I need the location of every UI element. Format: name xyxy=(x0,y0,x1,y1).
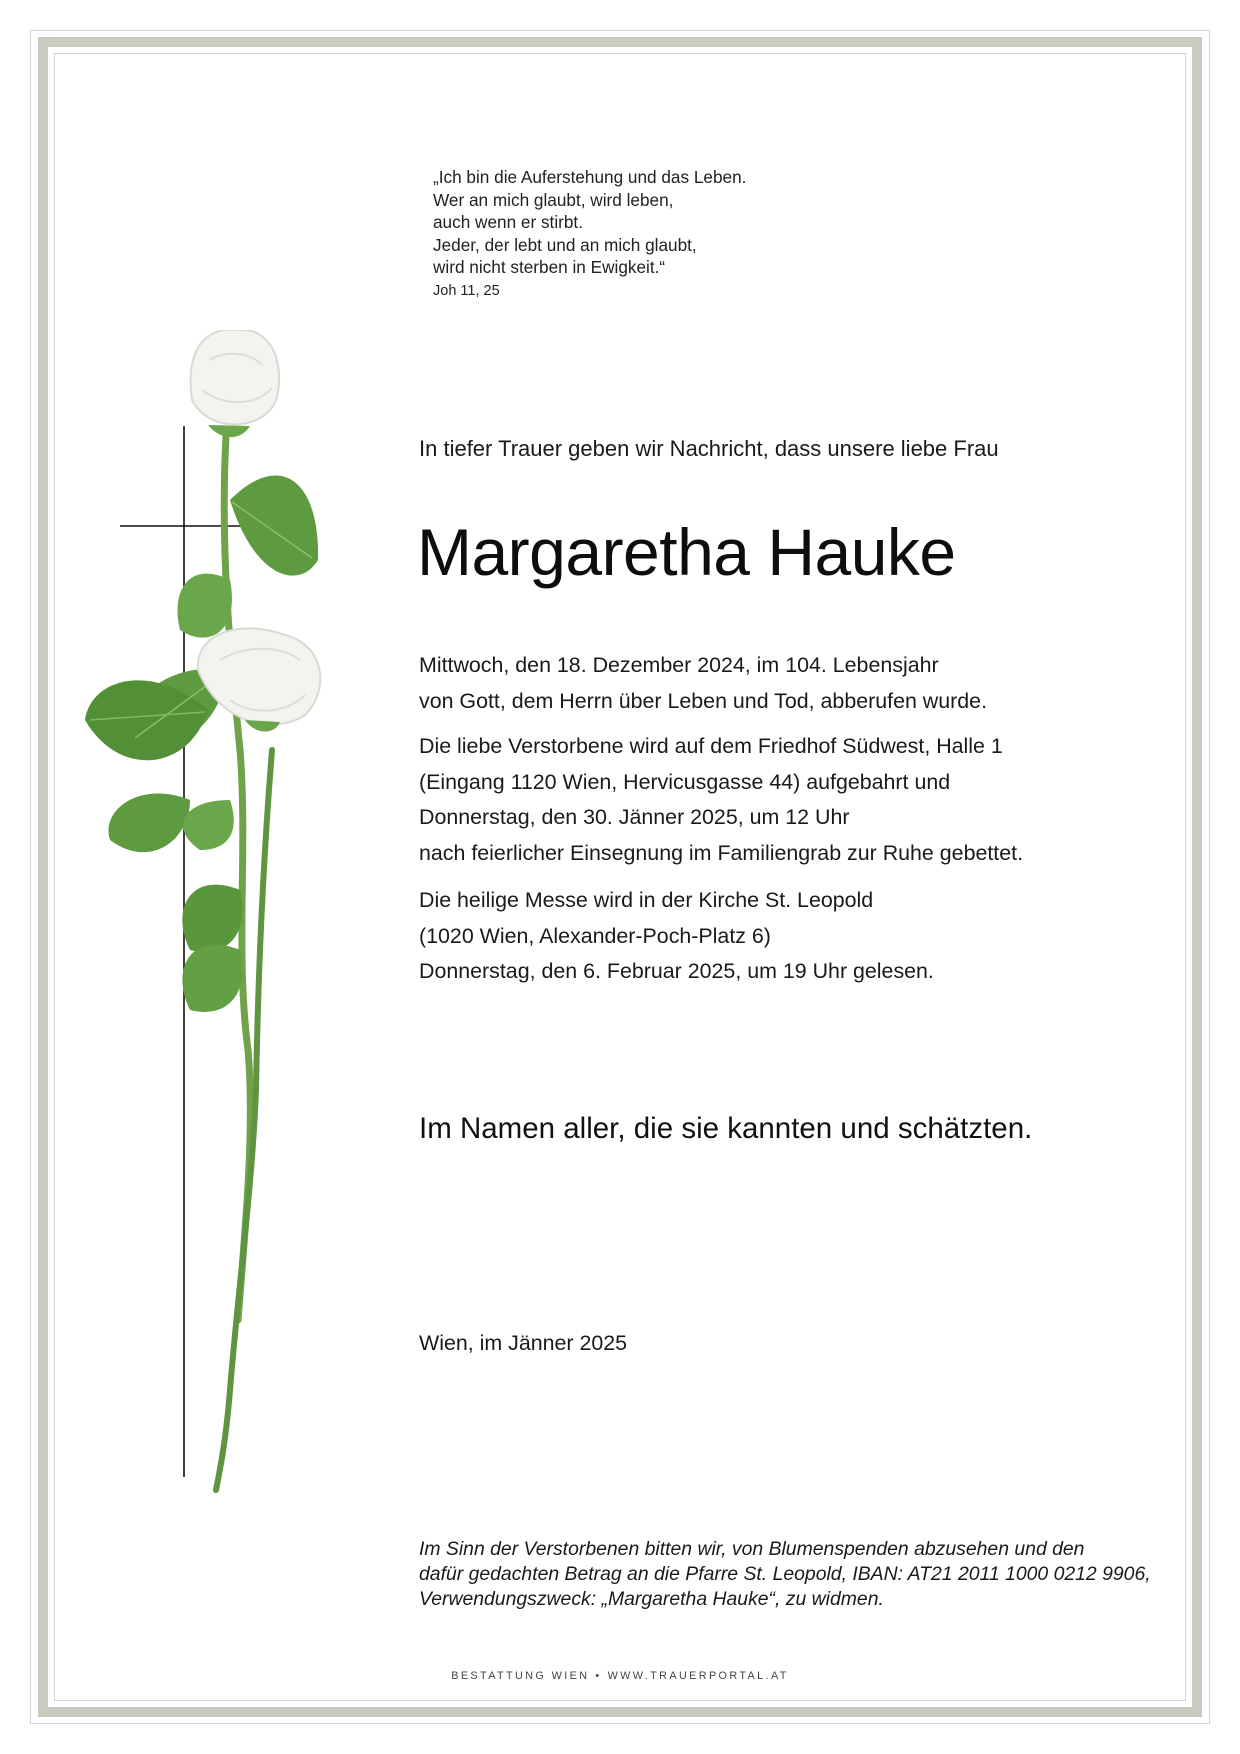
quote-line: Wer an mich glaubt, wird leben, xyxy=(433,189,674,210)
mass-paragraph xyxy=(419,883,934,990)
donation-line: dafür gedachten Betrag an die Pfarre St. Leopold, IBAN: AT21 2011 1000 0212 9906, xyxy=(419,1563,1151,1585)
footer-separator: • xyxy=(595,1670,602,1682)
paragraph-line: (Eingang 1120 Wien, Hervicusgasse 44) aufgebahrt und xyxy=(419,769,951,794)
quote-line: Jeder, der lebt und an mich glaubt, xyxy=(433,234,697,255)
quote-reference: Joh 11, 25 xyxy=(433,283,500,299)
paragraph-line: Die heilige Messe wird in der Kirche St. Leopold xyxy=(419,888,874,912)
announcement-intro: In tiefer Trauer geben wir Nachricht, dass unsere liebe Frau xyxy=(419,436,999,461)
donation-note xyxy=(419,1537,1151,1612)
closing-line: Im Namen aller, die sie kannten und schätzten. xyxy=(419,1112,1033,1145)
paragraph-line: Donnerstag, den 30. Jänner 2025, um 12 Uhr xyxy=(419,805,850,829)
paragraph-line: Die liebe Verstorbene wird auf dem Friedhof Südwest, Halle 1 xyxy=(419,734,1003,758)
paragraph-line: (1020 Wien, Alexander-Poch-Platz 6) xyxy=(419,923,771,948)
paragraph-line: von Gott, dem Herrn über Leben und Tod, abberufen wurde. xyxy=(419,688,988,713)
rose-illustration xyxy=(80,330,380,1500)
deceased-name: Margaretha Hauke xyxy=(417,515,956,589)
paragraph-line: Mittwoch, den 18. Dezember 2024, im 104. Lebensjahr xyxy=(419,653,939,677)
donation-line: Verwendungszweck: „Margaretha Hauke“, zu widmen. xyxy=(419,1588,884,1610)
quote-line: auch wenn er stirbt. xyxy=(433,212,583,232)
burial-paragraph xyxy=(419,729,1023,871)
paragraph-line: Donnerstag, den 6. Februar 2025, um 19 Uhr gelesen. xyxy=(419,959,934,983)
death-paragraph xyxy=(419,648,987,719)
bible-quote xyxy=(433,166,746,279)
footer xyxy=(0,1670,1240,1682)
footer-company: BESTATTUNG WIEN xyxy=(451,1670,590,1682)
quote-line: wird nicht sterben in Ewigkeit.“ xyxy=(433,257,666,277)
footer-website-link[interactable]: WWW.TRAUERPORTAL.AT xyxy=(607,1670,789,1682)
donation-line: Im Sinn der Verstorbenen bitten wir, von Blumenspenden abzusehen und den xyxy=(419,1538,1085,1560)
place-date: Wien, im Jänner 2025 xyxy=(419,1331,628,1355)
quote-line: „Ich bin die Auferstehung und das Leben. xyxy=(433,167,747,187)
paragraph-line: nach feierlicher Einsegnung im Familiengrab zur Ruhe gebettet. xyxy=(419,840,1024,865)
